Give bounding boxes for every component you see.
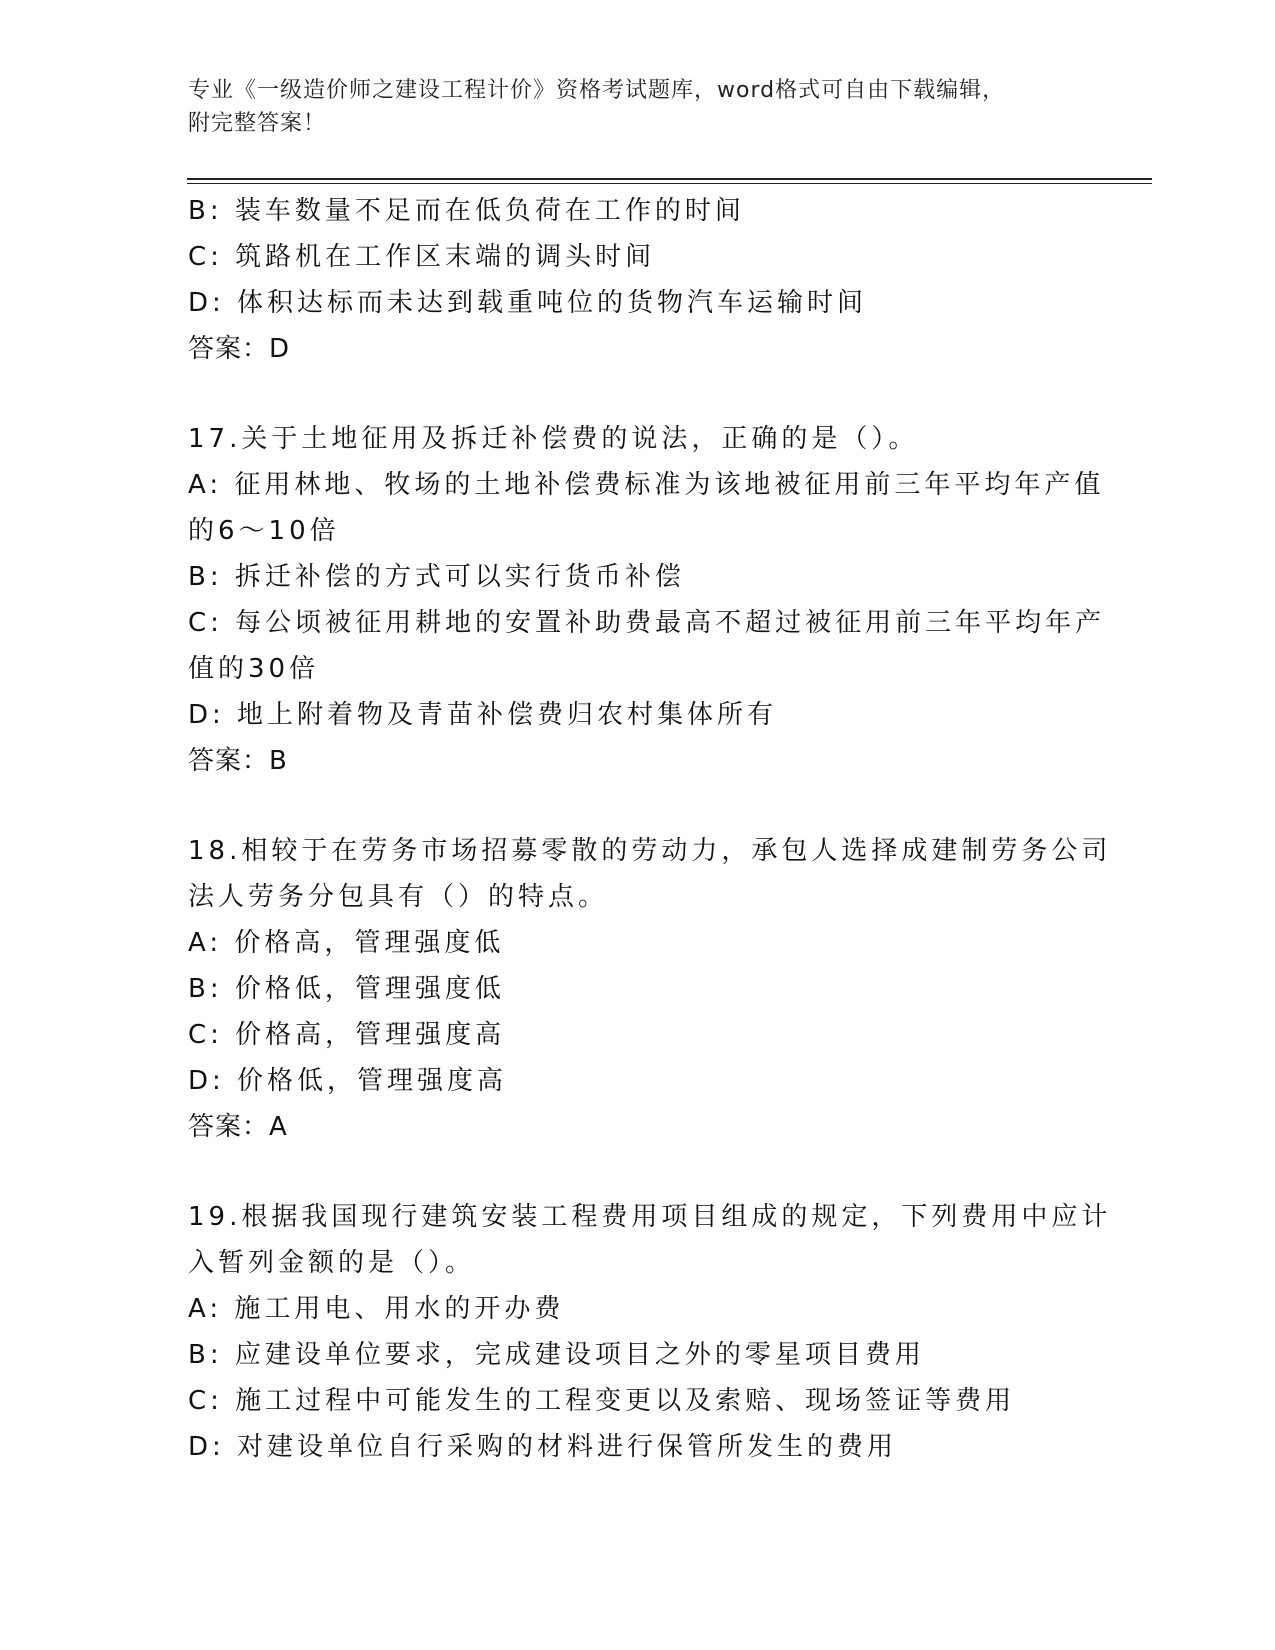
option-line: D: 地上附着物及青苗补偿费归农村集体所有 — [188, 700, 778, 730]
option-line: B: 拆迁补偿的方式可以实行货币补偿 — [188, 562, 685, 592]
question-stem: 19.根据我国现行建筑安装工程费用项目组成的规定，下列费用中应计 — [188, 1202, 1112, 1232]
header-divider-thin — [187, 183, 1152, 184]
option-line: C: 筑路机在工作区末端的调头时间 — [188, 242, 656, 272]
option-line: D: 价格低，管理强度高 — [188, 1066, 508, 1096]
option-line: B: 价格低，管理强度低 — [188, 974, 505, 1004]
option-line: C: 每公顷被征用耕地的安置补助费最高不超过被征用前三年平均年产 — [188, 608, 1106, 638]
question-list — [188, 188, 1112, 1470]
option-line: B: 装车数量不足而在低负荷在工作的时间 — [188, 196, 745, 226]
question-stem: 法人劳务分包具有（）的特点。 — [188, 882, 609, 912]
spacer — [188, 1150, 1088, 1194]
spacer — [188, 784, 1088, 828]
answer-line: 答案：A — [188, 1112, 288, 1142]
header-line-1: 专业《一级造价师之建设工程计价》资格考试题库，word格式可自由下载编辑， — [188, 78, 1006, 103]
answer-line: 答案：B — [188, 746, 288, 776]
answer-line: 答案：D — [188, 334, 291, 364]
option-line: D: 体积达标而未达到载重吨位的货物汽车运输时间 — [188, 288, 868, 318]
option-line: A: 征用林地、牧场的土地补偿费标准为该地被征用前三年平均年产值 — [188, 470, 1105, 500]
option-line: 的6～10倍 — [188, 516, 340, 546]
option-line: C: 价格高，管理强度高 — [188, 1020, 506, 1050]
header-line-2: 附完整答案！ — [188, 111, 327, 136]
header-divider — [187, 178, 1152, 180]
spacer — [188, 372, 1088, 416]
option-line: C: 施工过程中可能发生的工程变更以及索赔、现场签证等费用 — [188, 1386, 1016, 1416]
question-stem: 18.相较于在劳务市场招募零散的劳动力，承包人选择成建制劳务公司 — [188, 836, 1112, 866]
option-line: 值的30倍 — [188, 654, 320, 684]
question-stem: 入暂列金额的是（）。 — [188, 1248, 476, 1278]
option-line: A: 价格高，管理强度低 — [188, 928, 505, 958]
document-header — [188, 74, 1068, 140]
option-line: B: 应建设单位要求，完成建设项目之外的零星项目费用 — [188, 1340, 925, 1370]
question-stem: 17.关于土地征用及拆迁补偿费的说法，正确的是（）。 — [188, 424, 919, 454]
option-line: A: 施工用电、用水的开办费 — [188, 1294, 565, 1324]
option-line: D: 对建设单位自行采购的材料进行保管所发生的费用 — [188, 1432, 898, 1462]
